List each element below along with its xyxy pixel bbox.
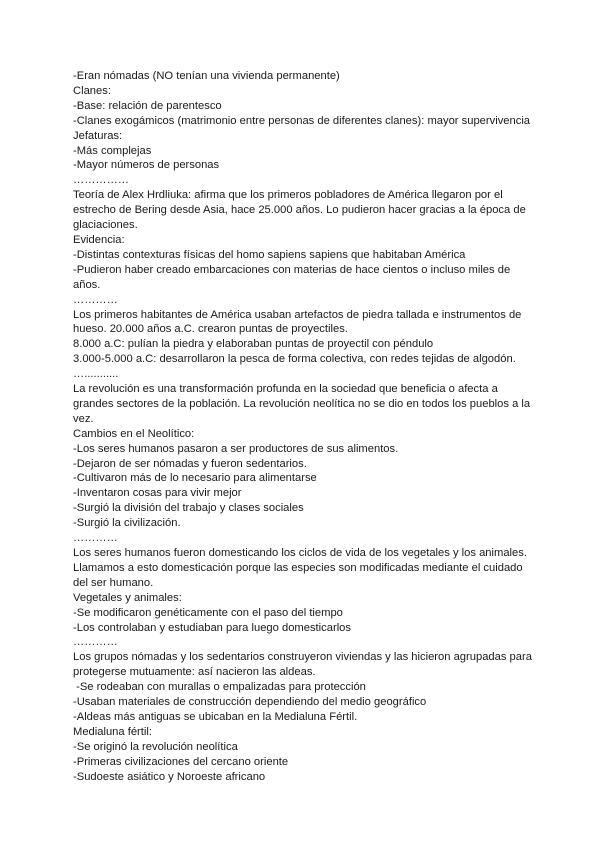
list-item: -Cultivaron más de lo necesario para alimentarse xyxy=(73,472,317,485)
list-item: -Primeras civilizaciones del cercano oriente xyxy=(73,755,289,768)
text-line: -Eran nómadas (NO tenían una vivienda permanente) xyxy=(73,70,340,82)
list-item: -Se originó la revolución neolítica xyxy=(73,740,238,753)
list-item: -Distintas contexturas físicas del homo sapiens sapiens que habitaban América xyxy=(73,248,466,261)
list-item: -Dejaron de ser nómadas y fueron sedentarios. xyxy=(73,457,307,470)
text-line: Teoría de Alex Hrdliuka: afirma que los primeros pobladores de América llegaron por el xyxy=(73,189,503,202)
text-line: Los primeros habitantes de América usaban artefactos de piedra tallada e instrumentos de xyxy=(73,308,522,321)
section-heading: Medialuna fértil: xyxy=(73,725,152,738)
list-item: -Inventaron cosas para vivir mejor xyxy=(73,487,242,500)
list-item: -Se modificaron genéticamente con el paso del tiempo xyxy=(73,606,343,619)
text-line: años. xyxy=(73,278,101,291)
text-line: grandes sectores de la población. La revolución neolítica no se dio en todos los pueblos a la xyxy=(73,397,531,410)
text-line: protegerse mutuamente: así nacieron las aldeas. xyxy=(73,666,316,679)
text-line: La revolución es una transformación profunda en la sociedad que beneficia o afecta a xyxy=(73,383,498,396)
separator-dots: ………… xyxy=(73,293,118,306)
list-item: -Usaban materiales de construcción dependiendo del medio geográfico xyxy=(73,696,427,709)
separator-dots: …………… xyxy=(73,174,129,187)
section-heading: Cambios en el Neolítico: xyxy=(73,427,195,440)
list-item: -Base: relación de parentesco xyxy=(73,99,222,112)
section-heading: Clanes: xyxy=(73,84,111,97)
list-item: -Surgió la civilización. xyxy=(73,517,181,530)
list-item: -Aldeas más antiguas se ubicaban en la Medialuna Fértil. xyxy=(73,710,358,723)
list-item: -Se rodeaban con murallas o empalizadas para protección xyxy=(73,681,366,694)
list-item: -Pudieron haber creado embarcaciones con materias de hace cientos o incluso miles de xyxy=(73,263,511,276)
list-item: -Surgió la división del trabajo y clases sociales xyxy=(73,502,304,515)
list-item: -Sudoeste asiático y Noroeste africano xyxy=(73,770,266,783)
text-line: Llamamos a esto domesticación porque las especies son modificadas mediante el cuidado xyxy=(73,561,523,574)
text-line: 3.000-5.000 a.C: desarrollaron la pesca de forma colectiva, con redes tejidas de algodón. xyxy=(73,353,516,366)
section-heading: Jefaturas: xyxy=(73,129,123,142)
text-line: del ser humano. xyxy=(73,576,154,589)
text-line: hueso. 20.000 años a.C. crearon puntas de proyectiles. xyxy=(73,323,348,336)
list-item: -Los controlaban y estudiaban para luego domesticarlos xyxy=(73,621,351,634)
text-line: vez. xyxy=(73,412,94,425)
section-heading: Vegetales y animales: xyxy=(73,591,182,604)
list-item: -Mayor números de personas xyxy=(73,159,220,172)
text-line: 8.000 a.C: pulían la piedra y elaboraban puntas de proyectil con péndulo xyxy=(73,338,434,351)
list-item: -Más complejas xyxy=(73,144,152,157)
separator-dots: …........... xyxy=(73,368,119,381)
text-line: glaciaciones. xyxy=(73,219,138,232)
separator-dots: ………… xyxy=(73,636,118,649)
list-item: -Los seres humanos pasaron a ser productores de sus alimentos. xyxy=(73,442,399,455)
separator-dots: ………… xyxy=(73,532,118,545)
text-line: Los grupos nómadas y los sedentarios construyeron viviendas y las hicieron agrupadas para xyxy=(73,651,532,664)
text-line: Los seres humanos fueron domesticando los ciclos de vida de los vegetales y los animales. xyxy=(73,547,527,559)
text-line: estrecho de Bering desde Asia, hace 25.000 años. Lo pudieron hacer gracias a la época de xyxy=(73,204,526,217)
list-item: -Clanes exogámicos (matrimonio entre personas de diferentes clanes): mayor supervivencia xyxy=(73,114,531,127)
document-body xyxy=(73,69,533,785)
section-heading: Evidencia: xyxy=(73,233,125,246)
